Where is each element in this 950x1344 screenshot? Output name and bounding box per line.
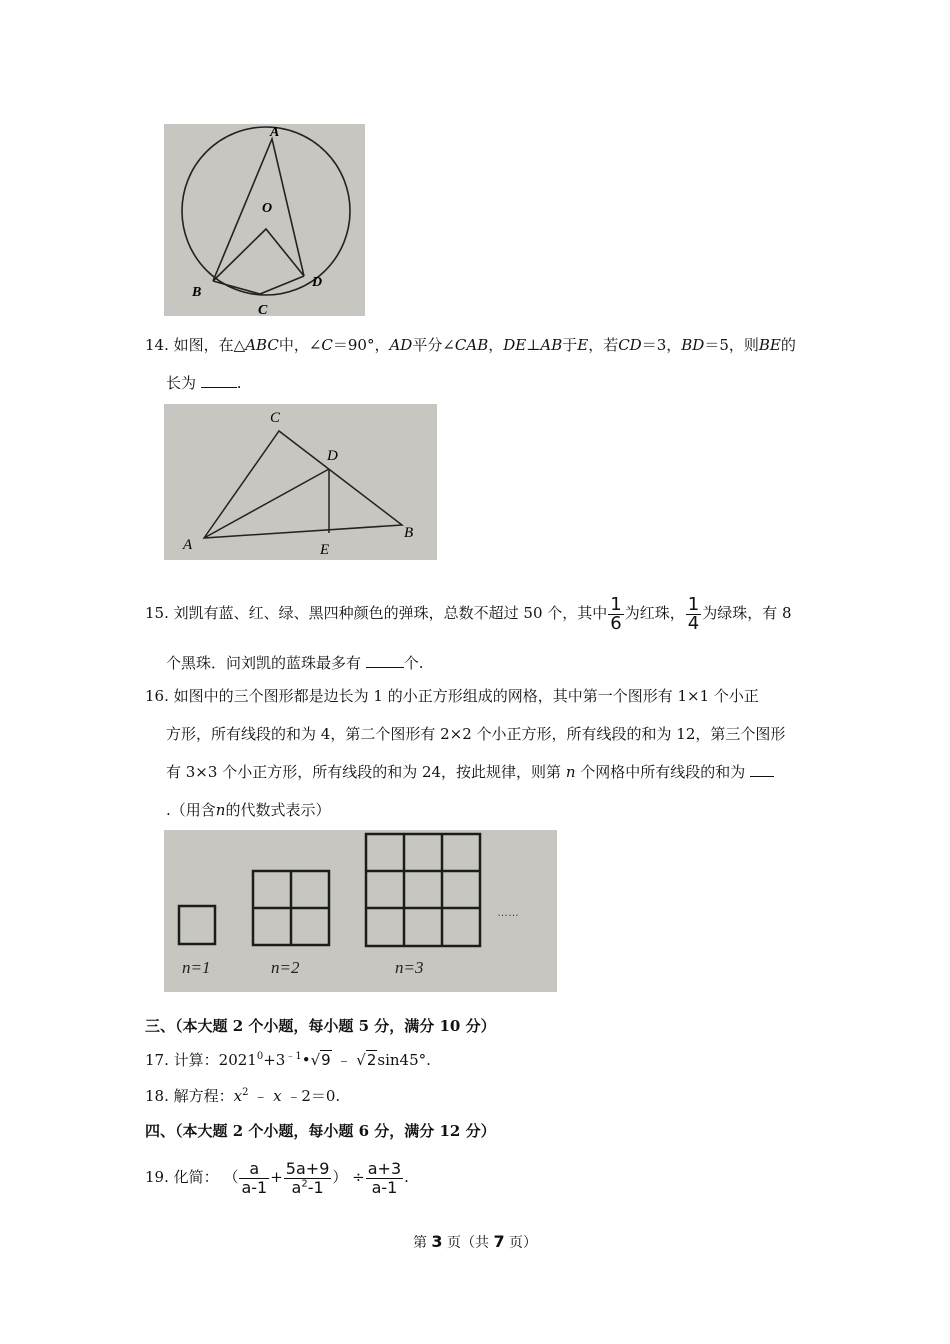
label-c: C xyxy=(270,410,281,426)
label-a: A xyxy=(183,537,193,553)
question-16-line2: 方形，所有线段的和为 4，第二个图形有 2×2 个小正方形，所有线段的和为 12，第三个图形 xyxy=(166,725,786,743)
triangle-diagram xyxy=(164,404,437,560)
fraction-one-fourth: $\frac{1}{4}$ xyxy=(687,593,700,634)
circle-diagram xyxy=(164,124,365,316)
label-d: D xyxy=(327,448,338,464)
label-b: B xyxy=(192,285,202,300)
answer-blank-14 xyxy=(201,373,237,388)
label-c: C xyxy=(258,303,268,316)
section-3-title: 三、（本大题 2 个小题，每小题 5 分，满分 10 分） xyxy=(145,1017,496,1035)
question-15-line2: 个黑珠．问刘凯的蓝珠最多有 个. xyxy=(166,654,424,672)
page-footer: 第 3 页（共 7 页） xyxy=(412,1232,538,1251)
label-a: A xyxy=(270,125,280,140)
grid-figure xyxy=(164,830,557,992)
question-17: 17. 计算：$2021^0+3^{﹣1}•√9$ ﹣ √2sin45°. xyxy=(145,1051,431,1069)
grid-diagram xyxy=(164,830,557,992)
question-16-line3: 有 3×3 个小正方形，所有线段的和为 24，按此规律，则第 n 个网格中所有线段的和为 xyxy=(166,762,774,782)
question-16-line1: 16. 如图中的三个图形都是边长为 1 的小正方形组成的网格，其中第一个图形有 1×1 个小正 xyxy=(145,687,759,705)
answer-blank-15 xyxy=(366,653,404,668)
label-d: D xyxy=(312,275,323,290)
grid-label-2: n=2 xyxy=(271,958,300,977)
question-14-line1: 14. 如图，在△ABC中，∠C＝90°，AD平分∠CAB，DE⊥AB于E，若CD＝3，BD＝5，则BE的 xyxy=(145,336,796,354)
question-15-line1: 15. 刘凯有蓝、红、绿、黑四种颜色的弹珠，总数不超过 50 个，其中 $\frac{1}{6}$ 为红珠， $\frac{1}{4}$ 为绿珠，有 8 xyxy=(145,593,792,634)
label-e: E xyxy=(320,542,330,558)
question-19: 19. 化简： （ $\frac{a}{a-1}$ + $\frac{5a+9}{a^2-1}$ ） ÷ $\frac{a+3}{a-1}$ . xyxy=(145,1158,409,1197)
grid-label-3: n=3 xyxy=(395,958,424,977)
question-16-line4: .（用含n的代数式表示） xyxy=(166,801,331,819)
section-4-title: 四、（本大题 2 个小题，每小题 6 分，满分 12 分） xyxy=(145,1122,496,1140)
grid-label-1: n=1 xyxy=(182,958,211,977)
label-b: B xyxy=(404,525,414,541)
sqrt-9: √9 xyxy=(310,1051,331,1069)
question-14-line2: 长为 . xyxy=(166,374,242,392)
sqrt-2: √2 xyxy=(356,1051,377,1069)
fraction-5a9-over-a2-1: $\frac{5a+9}{a^2-1}$ xyxy=(285,1158,330,1197)
circle-figure xyxy=(164,124,365,316)
fraction-a-over-a-1: $\frac{a}{a-1}$ xyxy=(241,1158,268,1197)
triangle-figure xyxy=(164,404,437,560)
question-18: 18. 解方程：$x^2$ ﹣ x ﹣2＝0. xyxy=(145,1087,341,1105)
answer-blank-16 xyxy=(750,762,774,777)
fraction-a3-over-a-1: $\frac{a+3}{a-1}$ xyxy=(367,1158,402,1197)
ellipsis: …… xyxy=(497,907,519,919)
label-o: O xyxy=(262,201,273,216)
fraction-one-sixth: $\frac{1}{6}$ xyxy=(610,593,622,634)
